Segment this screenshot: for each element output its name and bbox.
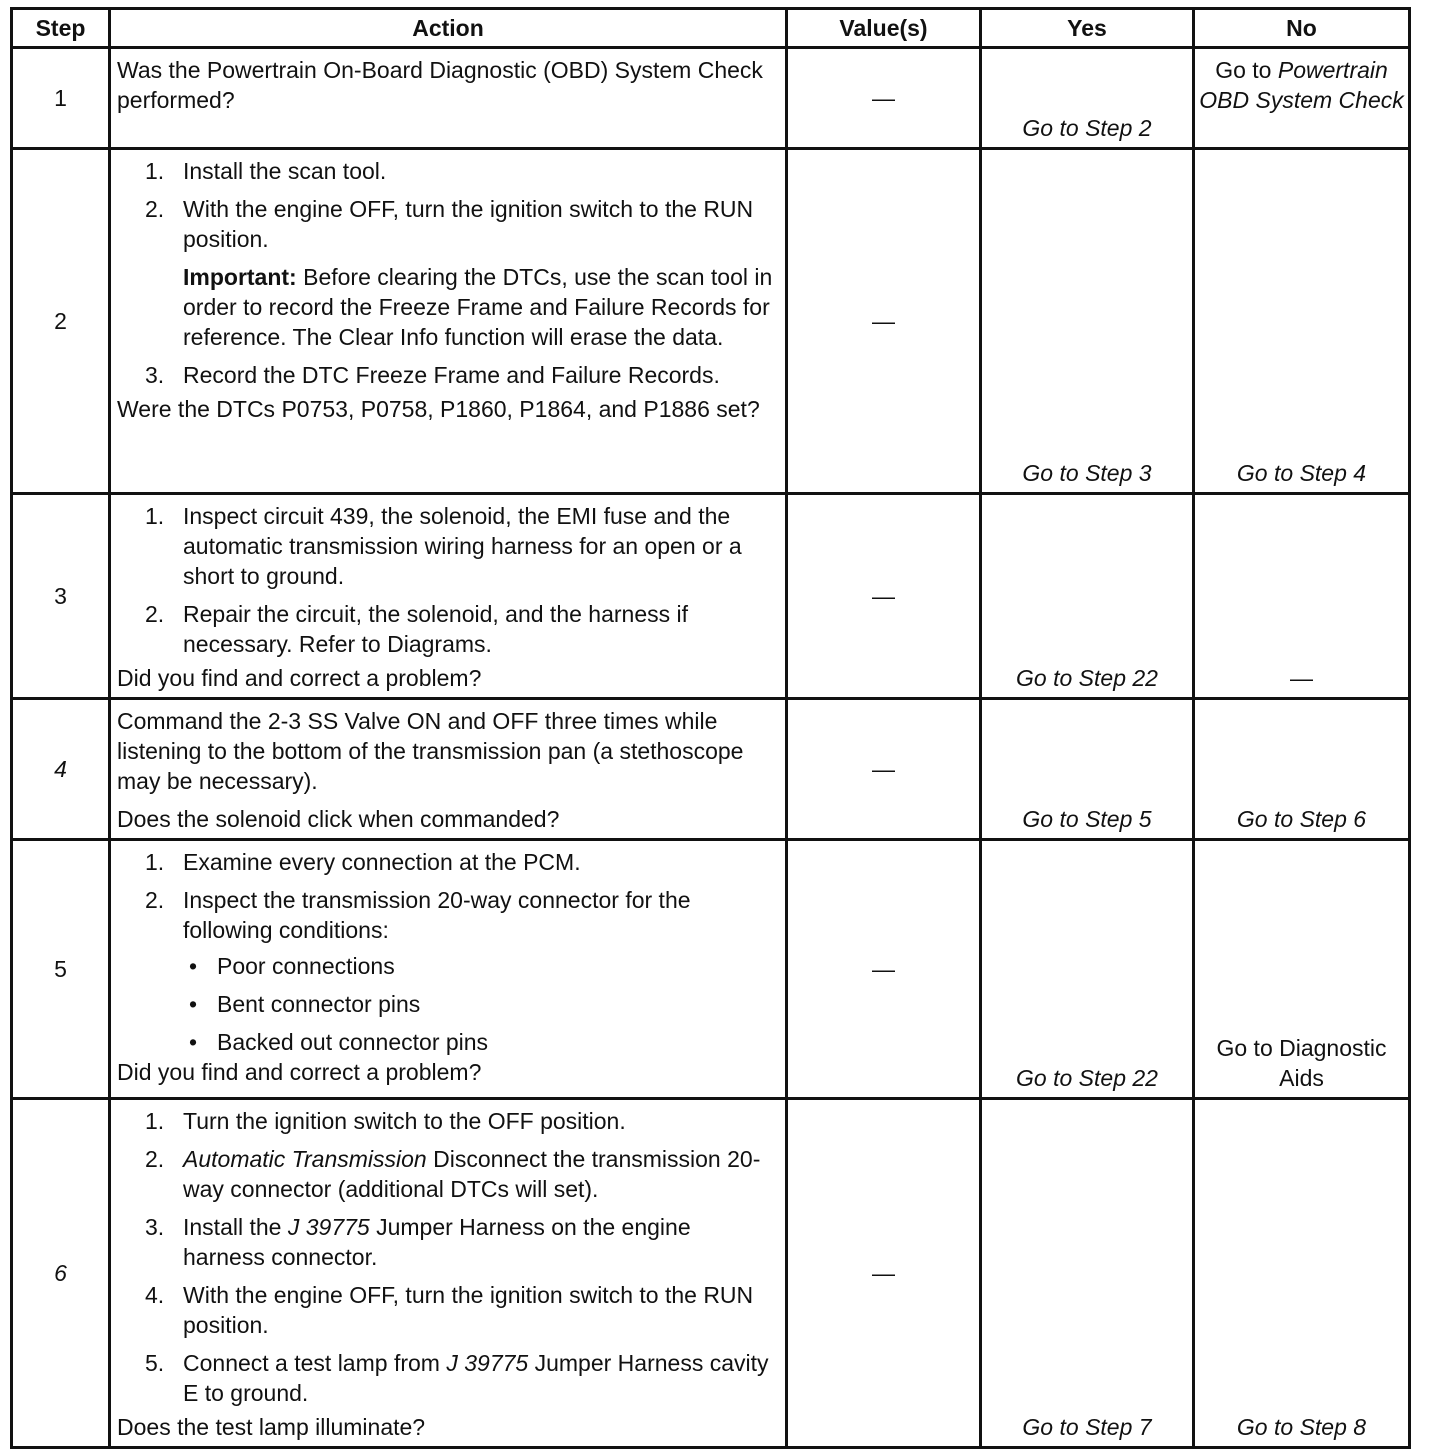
yes-cell xyxy=(981,149,1194,494)
tool-name: J 39775 xyxy=(287,1214,370,1240)
action-cell xyxy=(110,1099,787,1448)
no-cell xyxy=(1194,840,1410,1099)
diagrams-link[interactable]: Diagrams xyxy=(387,631,486,657)
no-link[interactable]: Go to Step 8 xyxy=(1236,1414,1367,1440)
step-number: 1 xyxy=(12,48,110,149)
procedure-list xyxy=(117,501,777,659)
table-row xyxy=(12,494,1410,699)
diagnostic-table-page xyxy=(10,7,1408,1449)
yes-cell xyxy=(981,494,1194,699)
header-row xyxy=(12,9,1410,48)
no-link[interactable]: Go to Step 6 xyxy=(1236,806,1367,832)
step-number: 2 xyxy=(12,149,110,494)
procedure-list xyxy=(117,360,777,390)
important-text: Before clearing the DTCs, use the scan tool in order to record the Freeze Frame and Failure Records for reference. The Clear Info function will erase the data. xyxy=(183,264,773,350)
table-row xyxy=(12,1099,1410,1448)
value-cell: — xyxy=(787,1099,981,1448)
yes-link[interactable]: Go to Step 22 xyxy=(1016,1065,1158,1091)
no-cell xyxy=(1194,1099,1410,1448)
header-yes: Yes xyxy=(981,9,1194,48)
list-item: 5. Connect a test lamp from J 39775 Jumper Harness cavity E to ground. xyxy=(145,1350,769,1406)
table-row xyxy=(12,48,1410,149)
no-cell xyxy=(1194,149,1410,494)
diagnostic-table xyxy=(10,7,1411,1449)
step-number: 6 xyxy=(12,1099,110,1448)
yes-cell xyxy=(981,840,1194,1099)
yes-cell xyxy=(981,1099,1194,1448)
value-cell: — xyxy=(787,149,981,494)
yes-link[interactable]: Go to Step 5 xyxy=(1022,806,1152,832)
yes-cell xyxy=(981,48,1194,149)
no-prefix: Go to xyxy=(1215,57,1272,83)
list-item: 3. Record the DTC Freeze Frame and Failure Records. xyxy=(145,362,720,388)
tool-name: J 39775 xyxy=(446,1350,529,1376)
yes-link[interactable]: Go to Step 7 xyxy=(1022,1414,1152,1440)
yes-link[interactable]: Go to Step 3 xyxy=(1022,460,1152,486)
list-item: 2. Automatic Transmission Disconnect the transmission 20-way connector (additional DTCs will set). xyxy=(145,1146,761,1202)
step-number: 4 xyxy=(12,699,110,840)
important-label: Important: xyxy=(183,264,297,290)
no-link[interactable]: Go to Step 4 xyxy=(1236,460,1367,486)
action-text: Was the Powertrain On-Board Diagnostic (OBD) System Check performed? xyxy=(117,57,763,113)
table-row xyxy=(12,840,1410,1099)
step-number: 3 xyxy=(12,494,110,699)
header-step: Step xyxy=(12,9,110,48)
no-value: — xyxy=(1290,665,1313,691)
yes-cell xyxy=(981,699,1194,840)
list-item: 1. Inspect circuit 439, the solenoid, the EMI fuse and the automatic transmission wiring harness for an open or a short to ground. xyxy=(145,503,742,589)
list-item: 2. Inspect the transmission 20-way connector for the following conditions: xyxy=(145,887,691,943)
table-row xyxy=(12,149,1410,494)
action-cell xyxy=(110,48,787,149)
action-cell xyxy=(110,149,787,494)
table-row xyxy=(12,699,1410,840)
no-cell xyxy=(1194,48,1410,149)
value-cell: — xyxy=(787,48,981,149)
list-item: 3. Install the J 39775 Jumper Harness on the engine harness connector. xyxy=(145,1214,691,1270)
yes-link[interactable]: Go to Step 22 xyxy=(1016,665,1158,691)
question-text: Were the DTCs P0753, P0758, P1860, P1864, and P1886 set? xyxy=(117,396,760,422)
procedure-list xyxy=(117,847,777,945)
question-text: Did you find and correct a problem? xyxy=(117,1059,482,1085)
question-text: Does the solenoid click when commanded? xyxy=(117,806,560,832)
list-item: • Backed out connector pins xyxy=(117,1027,777,1057)
list-item: • Poor connections xyxy=(117,951,777,981)
question-text: Did you find and correct a problem? xyxy=(117,665,482,691)
no-cell xyxy=(1194,699,1410,840)
value-cell: — xyxy=(787,699,981,840)
list-item: 1. Turn the ignition switch to the OFF position. xyxy=(145,1108,626,1134)
no-cell xyxy=(1194,494,1410,699)
condition-list xyxy=(117,951,777,1057)
value-cell: — xyxy=(787,494,981,699)
action-cell xyxy=(110,699,787,840)
procedure-list xyxy=(117,1106,777,1408)
header-no: No xyxy=(1194,9,1410,48)
list-item: 2. Repair the circuit, the solenoid, and the harness if necessary. Refer to Diagrams. xyxy=(145,601,689,657)
yes-link[interactable]: Go to Step 2 xyxy=(1022,115,1152,141)
step-number: 5 xyxy=(12,840,110,1099)
procedure-list xyxy=(117,156,777,254)
list-item: 4. With the engine OFF, turn the ignition switch to the RUN position. xyxy=(145,1282,754,1338)
no-link[interactable]: Go to Diagnostic Aids xyxy=(1216,1035,1387,1091)
header-action: Action xyxy=(110,9,787,48)
list-item: 1. Install the scan tool. xyxy=(145,158,387,184)
no-link[interactable]: Powertrain OBD System Check xyxy=(1199,57,1404,113)
action-text: Command the 2-3 SS Valve ON and OFF three times while listening to the bottom of the transmission pan (a stethoscope may be necessary). xyxy=(117,708,744,794)
question-text: Does the test lamp illuminate? xyxy=(117,1414,426,1440)
action-cell xyxy=(110,494,787,699)
action-cell xyxy=(110,840,787,1099)
list-item: 1. Examine every connection at the PCM. xyxy=(145,849,581,875)
value-cell: — xyxy=(787,840,981,1099)
important-note xyxy=(117,262,777,352)
list-item: 2. With the engine OFF, turn the ignition switch to the RUN position. xyxy=(145,196,754,252)
header-values: Value(s) xyxy=(787,9,981,48)
list-item: • Bent connector pins xyxy=(117,989,777,1019)
